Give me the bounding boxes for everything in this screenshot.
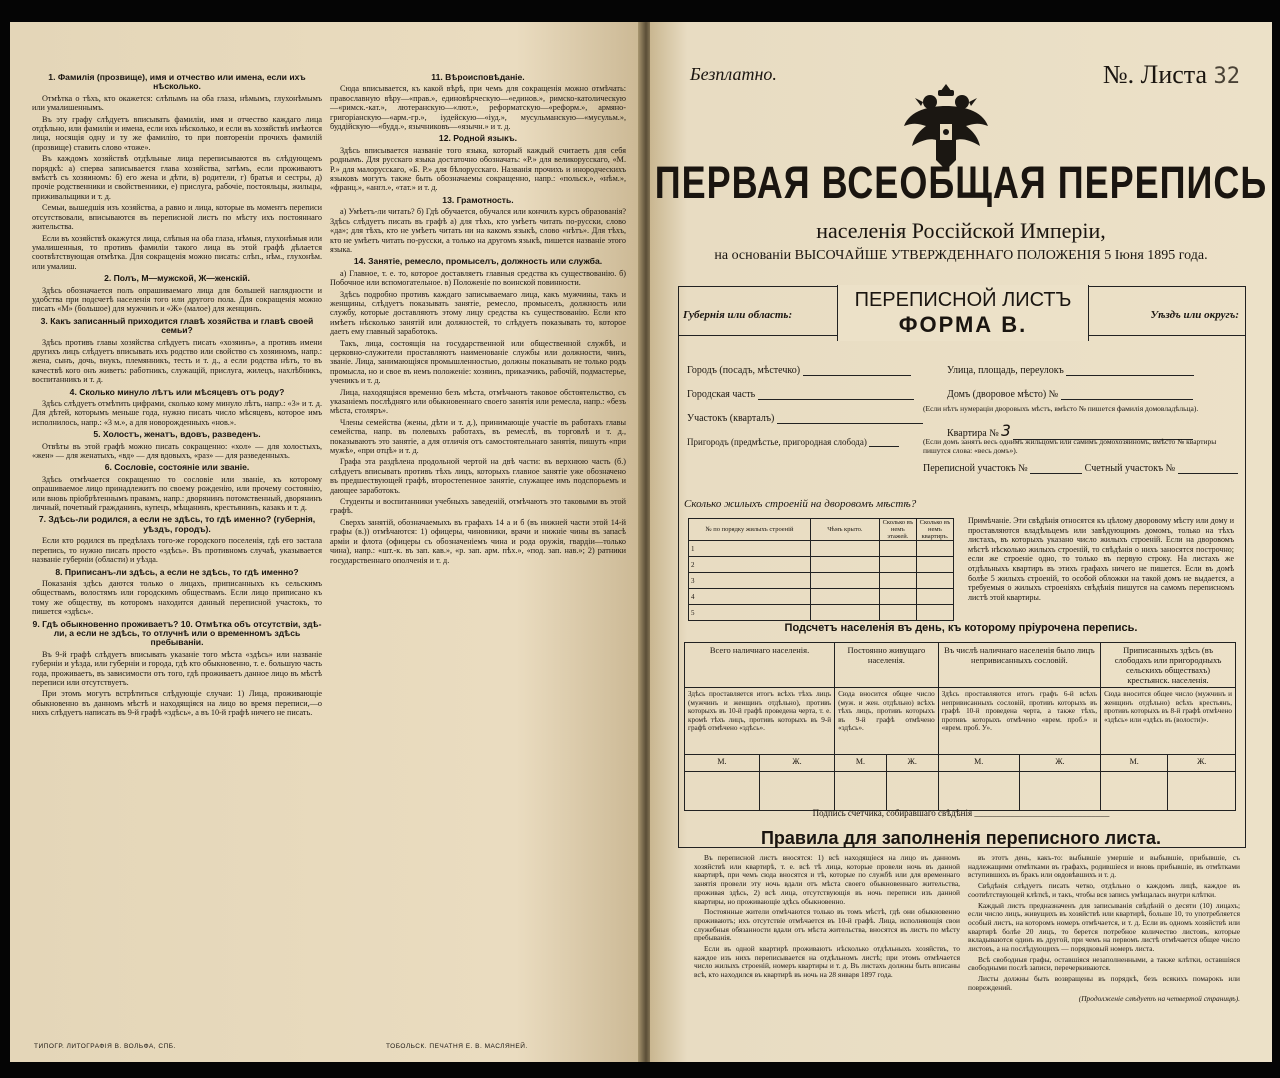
continued-note: (Продолженіе слѣдуетъ на четвертой страницѣ). xyxy=(1078,993,1240,1003)
paragraph: При этомъ могутъ встрѣтиться слѣдующіе случаи: 1) Лица, проживающіе обыкновенно въ данномъ мѣстѣ и находящіяся на лицо во время переписи,—о нихъ слѣдуетъ написать въ 9-й графѣ «здѣсь», а въ 10-й графѣ ничего не писать. xyxy=(32,689,322,718)
rule-paragraph: Постоянные жители отмѣчаются только въ томъ мѣстѣ, гдѣ они обыкновенно проживаютъ; ихъ отсутствіе отмѣчается въ 10-й графѣ. Лица, исполняющія свои служебныя обязанности вдали отъ мѣста жительства, вносятся въ листъ по мѣсту пребыванія. xyxy=(694,907,960,943)
population-header-cell: Приписанныхъ здѣсь (въ слободахъ или пригородныхъ сельскихъ обществахъ) крестьянск. населенія. xyxy=(1101,643,1236,688)
dwelling-header-cell: Сколько въ немъ этажей. xyxy=(879,519,916,541)
population-description-row xyxy=(685,688,1236,755)
dwelling-cell xyxy=(810,541,879,557)
dwelling-header-cell: № по порядку жилыхъ строеній xyxy=(689,519,811,541)
paragraph: Семьи, вышедшія изъ хозяйства, а равно и лица, которые въ моментъ переписи отсутствовали, вписываются въ переписной листъ по мѣсту ихъ постояннаго жительства. xyxy=(32,203,322,232)
section-heading: 1. Фамилія (прозвище), имя и отчество или имена, если ихъ нѣсколько. xyxy=(48,72,306,92)
paragraph: Сверхъ занятій, обозначаемыхъ въ графахъ 14 а и б (въ нижней части этой 14-й графы (в.)) отмѣчаются: 1) офицеры, чиновники, врачи и нижніе чины въ запасѣ арміи и флота (офицеры съ обозначеніемъ чина и рода оружія, гвардіи—только чина), напр.: «шт.-к. въ зап. кав.», «р. зап. арм. пѣх.», «под. зап. нав.»; 2) ратники государственнаго ополченія и т. д. xyxy=(330,517,626,565)
uchastok-label: Участокъ (кварталъ) xyxy=(687,413,775,424)
sex-label-cell: М. xyxy=(835,755,887,772)
dwelling-cell xyxy=(879,541,916,557)
dwelling-cell xyxy=(879,605,916,621)
population-value-cell xyxy=(938,772,1019,811)
section-heading: 2. Полъ, М—мужской, Ж—женскій. xyxy=(104,273,250,284)
ulitsa-label: Улица, площадь, переулокъ xyxy=(947,365,1064,376)
rule-paragraph: Всѣ свободныя графы, оставшіяся незаполненными, а также клѣтки, оставшіяся свободными послѣ записи, перечеркиваются. xyxy=(968,954,1240,973)
section-heading: 7. Здѣсь-ли родился, а если не здѣсь, то гдѣ именно? (губернія, уѣздъ, городъ). xyxy=(38,514,316,534)
instructions-column-1 xyxy=(32,70,322,720)
sex-label-cell: М. xyxy=(1101,755,1168,772)
dwelling-cell xyxy=(916,541,953,557)
section-heading: 13. Грамотность. xyxy=(442,194,514,205)
free-label: Безплатно. xyxy=(690,64,777,84)
dom-label: Домъ (дворовое мѣсто) № xyxy=(947,389,1059,400)
instructions-column-2 xyxy=(330,70,626,567)
enumerator-signature-line: Подпись счетчика, собиравшаго свѣдѣнія ______________________________ xyxy=(812,808,1110,818)
dwelling-row-number: 5 xyxy=(689,605,811,621)
sex-label-cell: Ж. xyxy=(1019,755,1100,772)
paragraph: Въ каждомъ хозяйствѣ отдѣльные лица переписываются въ слѣдующемъ порядкѣ: а) сперва записывается глава хозяйства, затѣмъ, если проживаютъ вмѣстѣ съ хозяиномъ: б) его жена и дѣти, в) родители, г) братья и сестры, д) прочіе родственники и свойственники, е) прислуга, рабочіе, постояльцы, жильцы, приживальщики и т. д. xyxy=(32,154,322,201)
paragraph: а) Главное, т. е. то, которое доставляетъ главныя средства къ существованію. б) Побочное или вспомогательное. в) Положеніе по воинской повинности. xyxy=(330,268,626,288)
sex-label-row xyxy=(685,755,1236,772)
dwelling-cell xyxy=(810,557,879,573)
schetny-label: Счетный участокъ № xyxy=(1084,463,1176,474)
remark-text: Примѣчаніе. Эти свѣдѣнія относятся къ цѣлому дворовому мѣсту или дому и проставляются владѣльцемъ или завѣдующимъ домомъ, только на тѣхъ листахъ, въ которыхъ указано число жилыхъ строеній. Если на дворовомъ мѣстѣ нѣсколько жилыхъ строеній, то свѣдѣнія о нихъ заносятся построчно; если же строеніе одно, то только въ первую строку. На листахъ же отдѣльныхъ квартиръ въ этихъ графахъ ничего не пишется. Если въ домѣ болѣе 5 жилыхъ строеній, то особой обложки на такой домъ не выдается, а требуемыя о жилыхъ строеніяхъ свѣдѣнія пишутся на самомъ переписномъ листѣ этой квартиры. xyxy=(968,516,1234,602)
dwelling-cell xyxy=(916,605,953,621)
sex-label-cell: Ж. xyxy=(886,755,938,772)
population-value-cell xyxy=(886,772,938,811)
kvartira-label: Квартира № xyxy=(947,428,999,439)
population-header-row xyxy=(685,643,1236,688)
printer-imprint-left: ТИПОГР. ЛИТОГРАФІЯ В. ВОЛЬФА, СПБ. xyxy=(34,1043,176,1050)
right-page xyxy=(650,22,1272,1062)
population-description-cell: Здѣсь проставляются итогъ графъ 6-й всѣхъ непривисанныхъ сословій, противъ которыхъ въ графѣ 10-й проведена черта, а также тѣхъ, противъ которыхъ отмѣчено «врем. проб.» и «врем. проб. У». xyxy=(938,688,1100,755)
dwelling-header-cell: Сколько въ немъ квартиръ. xyxy=(916,519,953,541)
dwelling-question: Сколько жилыхъ строеній на дворовомъ мѣстѣ? xyxy=(684,498,917,510)
paragraph: Здѣсь отмѣчается сокращенно то сословіе или званіе, къ которому опрашиваемое лицо принадлежитъ по своему рожденію, или прочему состоянію, или вновь пріобрѣтеннымъ правамъ, напр.: дворянинъ потомственный, дворянинъ личный, почетный гражданинъ, купецъ, мѣщанинъ, крестьянинъ, казакъ и т. д. xyxy=(32,474,322,513)
open-book xyxy=(10,22,1272,1062)
gorod-label: Городъ (посадъ, мѣстечко) xyxy=(687,365,801,376)
paragraph: Сюда вписывается, къ какой вѣрѣ, при чемъ для сокращенія можно отмѣчать: православную вѣру—«прав.», единовѣрческую—«единов.», римско-католическую—«римск.-кат.», лютеранскую—«лют.», реформатскую—«реформ.», армяно-григоріанскую—«арм.-гр.», іудейскую—«іуд.», мусульманскую—«мусульм.», буддійскую—«будд.», язычниковъ—«язычн.» и т. д. xyxy=(330,84,626,132)
kvartira-note: (Если домъ занятъ весь однимъ жильцомъ или самимъ домохозяиномъ, вмѣсто № квартиры пишутся слова: «весь домъ»). xyxy=(923,437,1217,455)
kvartira-value: 3 xyxy=(1001,421,1011,440)
sheet-number xyxy=(1103,60,1240,90)
section-heading: 3. Какъ записанный приходится главѣ хозяйства и главѣ своей семьи? xyxy=(40,315,314,336)
population-value-cell xyxy=(1019,772,1100,811)
section-heading: 12. Родной языкъ. xyxy=(438,133,518,144)
population-header-cell: Всего наличнаго населенія. xyxy=(685,643,835,688)
dwelling-row-number: 1 xyxy=(689,541,811,557)
population-description-cell: Сюда вносится общее число (мужчинъ и женщинъ отдѣльно) всѣхъ крестьянъ, противъ которыхъ въ 8-й графѣ отмѣчено «здѣсь» или «здѣсь въ (волости)». xyxy=(1101,688,1236,755)
dwelling-cell xyxy=(916,589,953,605)
population-value-cell xyxy=(1101,772,1168,811)
population-description-cell: Здѣсь проставляется итогъ всѣхъ тѣхъ лицъ (мужчинъ и женщинъ отдѣльно), противъ которыхъ въ 10-й графѣ проведена черта, т. е. кромѣ тѣхъ лицъ, противъ которыхъ въ 9-й графѣ отмѣчено «здѣсь». xyxy=(685,688,835,755)
rule-paragraph: Если въ одной квартирѣ проживаютъ нѣсколько отдѣльныхъ хозяйствъ, то каждое изъ нихъ переписывается на отдѣльномъ листѣ; при этомъ отмѣчается число жилыхъ строеній, номеръ квартиры и т. д. Въ листахъ должны быть вписаны всѣ, кто находился въ квартирѣ въ ночь на 28 января 1897 года. xyxy=(694,944,960,980)
paragraph: Студенты и воспитанники учебныхъ заведеній, отмѣчаютъ это таковыми въ этой графѣ. xyxy=(330,497,626,516)
uezd-label: Уѣздъ или округъ: xyxy=(1150,309,1239,321)
paragraph: Члены семейства (жены, дѣти и т. д.), принимающіе участіе въ работахъ главы семейства, напр. въ полевыхъ работахъ, въ ремеслѣ, въ торговлѣ и т. д., показываютъ это занятіе, а для отличія отъ самостоятельнаго занятія, пишутъ «при мужѣ», «при отцѣ» и т. д. xyxy=(330,417,626,456)
table-row xyxy=(689,541,954,557)
population-header-cell: Въ числѣ наличнаго населенія было лицъ непривисанныхъ сословій. xyxy=(938,643,1100,688)
form-header xyxy=(679,287,1245,336)
rule-paragraph: Листы должны быть возвращены въ порядкѣ, безъ всякихъ помарокъ или повреждений. xyxy=(968,974,1240,992)
left-page xyxy=(10,22,642,1062)
section-heading: 14. Занятіе, ремесло, промыселъ, должность или служба. xyxy=(353,256,603,267)
rule-paragraph: Свѣдѣнія слѣдуетъ писать четко, отдѣльно о каждомъ лицѣ, каждое въ соотвѣтствующей клѣткѣ, и такъ, чтобы вся запись умѣщалась внутри клѣтки. xyxy=(968,881,1240,899)
paragraph: Если въ хозяйствѣ окажутся лица, слѣпыя на оба глаза, нѣмыя, глухонѣмыя или умалишенныя, то противъ фамиліи такого лица въ этой графѣ дѣлается соотвѣтствующая отмѣтка. Для сокращенія можно писать: слѣп., нѣм., глухонѣм. или умалиш. xyxy=(32,233,322,271)
gorod-field xyxy=(687,365,911,376)
sheet-number-label: №. Листа xyxy=(1102,60,1207,89)
paragraph: Въ 9-й графѣ слѣдуетъ вписывать указаніе того мѣста «здѣсь» или названіе губерніи и уѣзда, или губерніи и города, гдѣ кто обыкновенно, т. е. большую часть года, проживаетъ, въ зависимости отъ того, гдѣ проживаетъ данное лицо въ мѣстѣ переписи или отсутствуетъ. xyxy=(32,649,322,687)
section-heading: 6. Сословіе, состояніе или званіе. xyxy=(104,462,250,473)
chast-label: Городская часть xyxy=(687,389,756,400)
paragraph: Здѣсь обозначается полъ опрашиваемаго лица для большей наглядности и удобства при подсчетѣ населенія того или другого пола. Для сокращенія можно писать «М» (большое) для мужчинъ и «Ж» (малое) для женщинъ. xyxy=(32,285,322,314)
population-count-table xyxy=(684,642,1236,811)
population-value-cell xyxy=(759,772,834,811)
rule-paragraph: Въ переписной листъ вносятся: 1) всѣ находящіеся на лицо въ данномъ хозяйствѣ или квартирѣ, т. е. всѣ тѣ лица, которые провели ночь въ данной квартирѣ, при чемъ сюда вносятся и тѣ, которые по службѣ или для временнаго занятія провели эту ночь вдали отъ мѣста своего обыкновеннаго жительства, проживая здѣсь, 2) всѣ лица, отсутствующія въ ночь переписи изъ данной квартиры, но проживающіе здѣсь обыкновенно. xyxy=(694,853,960,906)
table-row xyxy=(689,605,954,621)
rules-column-2 xyxy=(968,854,1240,1005)
dwelling-cell xyxy=(879,589,916,605)
form-type: ФОРМА В. xyxy=(898,312,1028,337)
population-description-cell: Сюда вносится общее число (муж. и жен. отдѣльно) всѣхъ тѣхъ лицъ, противъ которыхъ въ 9-й графѣ отмѣчено «здѣсь». xyxy=(835,688,939,755)
paragraph: Здѣсь вписывается названіе того языка, который каждый считаетъ для себя роднымъ. Для русскаго языка достаточно обозначать: «Р.» для великорусскаго, «М. Р.» для малорусскаго, «Б. Р.» для бѣлорусскаго. Названія прочихъ и инородческихъ языковъ могутъ также быть обозначаемы сокращенно, напр.: «польск.», «нѣм.», «франц.», «англ.», «тат.» и т. д. xyxy=(330,145,626,193)
table-row xyxy=(689,557,954,573)
dwelling-cell xyxy=(810,589,879,605)
section-heading: 4. Сколько минуло лѣтъ или мѣсяцевъ отъ роду? xyxy=(69,386,285,397)
chast-field xyxy=(687,389,914,400)
printer-imprint-right: ТОБОЛЬСК. ПЕЧАТНЯ Е. В. МАСЛЯНЕЙ. xyxy=(386,1043,528,1050)
perepisnoy-label: Переписной участокъ № xyxy=(923,463,1028,474)
dom-note: (Если нѣтъ нумераціи дворовыхъ мѣстъ, вмѣсто № пишется фамилія домовладѣльца). xyxy=(923,404,1199,413)
dwelling-cell xyxy=(810,605,879,621)
section-heading: 9. Гдѣ обыкновенно проживаетъ? 10. Отмѣтка объ отсутствіи, здѣ-ли, а если не здѣсь, то отлучнѣ или о временномъ здѣсь пребываніи. xyxy=(32,618,322,648)
rule-paragraph: Каждый листъ предназначенъ для записыванія свѣдѣній о десяти (10) лицахъ; если число лицъ, живущихъ въ хозяйствѣ или квартирѣ, больше 10, то употребляется особый листъ, на которомъ номеръ отмѣчается, и т. д. Если въ одномъ хозяйствѣ или квартирѣ болѣе 20 лицъ, то берется потребное количество листовъ, которые вкладываются одинъ въ другой, при чемъ на первомъ листѣ отмѣчается общее число листовъ, а на послѣдующихъ — порядковый номеръ листа. xyxy=(968,900,1240,954)
dwelling-table xyxy=(688,518,954,621)
population-value-cell xyxy=(835,772,887,811)
rules-title: Правила для заполненія переписного листа. xyxy=(760,828,1162,848)
sheet-number-value: 32 xyxy=(1213,64,1240,89)
census-basis: на основаніи ВЫСОЧАЙШЕ УТВЕРЖДЕННАГО ПОЛОЖЕНІЯ 5 Іюня 1895 года. xyxy=(714,248,1208,263)
dwelling-cell xyxy=(916,573,953,589)
dwelling-row-number: 3 xyxy=(689,573,811,589)
paragraph: Такъ, лица, состоящія на государственной или общественной службѣ, и церковно-служители проставляютъ наименованіе службы или должности, чинъ, званіе. Лица, занимающіяся промышленностью, должны показывать не только родъ промысла, но и свое въ немъ положеніе: хозяинъ, приказчикъ, рабочій, подмастерье, ученикъ и т. д. xyxy=(330,338,626,386)
rule-paragraph: въ этотъ день, какъ-то: выбывшіе умершіе и выбывшіе, прибывшіе, съ надлежащими отмѣтками въ графахъ, родившіеся и вновь прибывшіе, въ отмѣтками вступившихъ въ бракъ или овдовѣвшихъ и т. д. xyxy=(968,853,1240,880)
dwelling-header-cell: Чѣмъ крыто. xyxy=(810,519,879,541)
prigorod-label: Пригородъ (предмѣстье, пригородная слобода) xyxy=(687,437,867,447)
prigorod-field xyxy=(687,437,899,447)
population-header-cell: Постоянно живущаго населенія. xyxy=(835,643,939,688)
dwelling-row-number: 4 xyxy=(689,589,811,605)
perepisnoy-field xyxy=(923,463,1238,474)
paragraph: а) Умѣетъ-ли читать? б) Гдѣ обучается, обучался или кончилъ курсъ образованія? Здѣсь слѣдуетъ писать въ графѣ а) для тѣхъ, кто умѣетъ читать по-русски, слово «да»; для тѣхъ, кто не умѣетъ читать ни на какомъ языкѣ, слово «нѣтъ». Для тѣхъ, кто не умѣетъ читать по-русски, а только на другомъ языкѣ, пишется названіе этого языка. xyxy=(330,207,626,254)
section-heading: 11. Вѣроисповѣданіе. xyxy=(431,72,525,82)
paragraph: Если кто родился въ предѣлахъ того-же городского поселенія, гдѣ его застала перепись, то нужно писать просто «здѣсь». Въ противномъ случаѣ, указывается названіе губерніи (области) и уѣзда. xyxy=(32,536,322,565)
ulitsa-field xyxy=(947,365,1194,376)
paragraph: Здѣсь слѣдуетъ отмѣтить цифрами, сколько кому минуло лѣтъ, напр.: «3» и т. д. Для дѣтей, которымъ меньше года, нужно писать число мѣсяцевъ, которое имъ исполнилось, напр.: «3 м.», а для новорожденныхъ «нов.». xyxy=(32,399,322,427)
section-heading: 5. Холостъ, женатъ, вдовъ, разведенъ. xyxy=(93,429,261,440)
dwelling-cell xyxy=(879,557,916,573)
paragraph: Здѣсь подробно противъ каждаго записываемаго лица, какъ мужчины, такъ и женщины, слѣдуетъ показывать занятіе, ремесло, промыселъ, должность или службу, которые доставляютъ этому лицу средства къ существованію. Если кто имѣетъ нѣсколько занятій или должностей, то слѣдуетъ показывать то, которое даетъ ему главный заработокъ. xyxy=(330,289,626,337)
population-value-cell xyxy=(1168,772,1236,811)
table-row xyxy=(689,589,954,605)
population-value-cell xyxy=(685,772,760,811)
population-value-row xyxy=(685,772,1236,811)
section-heading: 8. Приписанъ-ли здѣсь, а если не здѣсь, то гдѣ именно? xyxy=(55,566,299,577)
uchastok-field xyxy=(687,413,923,424)
paragraph: Показанія здѣсь даются только о лицахъ, приписанныхъ къ сельскимъ обществамъ, волостямъ или городскимъ обществамъ. Если лицо приписано къ тому же обществу, въ которомъ находится данный переписной участокъ, то пишется «здѣсь». xyxy=(32,578,322,617)
paragraph: Отмѣтка о тѣхъ, кто окажется: слѣпымъ на оба глаза, нѣмымъ, глухонѣмымъ или умалишеннымъ. xyxy=(32,93,322,113)
population-count-title: Подсчетъ населенія въ день, къ которому пріурочена перепись. xyxy=(784,622,1138,634)
form-title-box xyxy=(837,285,1089,341)
paragraph: Здѣсь противъ главы хозяйства слѣдуетъ писать «хозяинъ», а противъ имени другихъ лицъ слѣдуетъ вписывать ихъ родство или свойство съ хозяиномъ, напр.: жена, сынъ, дочь, внукъ, племянникъ, тесть и т. д., а если родства нѣтъ, то въ качествѣ кого онъ живетъ: работникъ, служащій, прислуга, жилецъ, нахлѣбникъ, воспитанникъ и т. д. xyxy=(32,337,322,385)
paragraph: Лица, находящіяся временно безъ мѣста, отмѣчаютъ таковое обстоятельство, съ указаніемъ послѣдняго или обыкновеннаго своего занятія или ремесла, напр.: «безъ мѣста, столяръ». xyxy=(330,387,626,416)
paragraph: Отвѣты въ этой графѣ можно писать сокращенно: «хол» — для холостыхъ, «жен» — для женатыхъ, «вд» — для вдовыхъ, «раз» — для разведенныхъ. xyxy=(32,441,322,461)
rules-column-1 xyxy=(694,854,960,982)
form-list-title: ПЕРЕПИСНОЙ ЛИСТЪ xyxy=(854,289,1072,311)
paragraph: Графа эта раздѣлена продольной чертой на двѣ части: въ верхнюю часть (б.) слѣдуетъ вписывать противъ тѣхъ лицъ, которыхъ главное занятіе уже обозначено въ предшествующей графѣ, второстепенное занятіе, служащее имъ подспорьемъ и дающее заработокъ. xyxy=(330,457,626,495)
gubernia-label: Губернія или область: xyxy=(683,309,793,321)
dwelling-cell xyxy=(879,573,916,589)
paragraph: Въ эту графу слѣдуетъ вписывать фамиліи, имя и отчество каждаго лица отдѣльно, или фамиліи и имена, если ихъ нѣсколько, и если въ хозяйствѣ имѣются лица, носящія одну и ту же фамилію, то при повтореніи прочихъ фамилій (прозвище) ставить слово «тоже». xyxy=(32,114,322,152)
sex-label-cell: М. xyxy=(938,755,1019,772)
dwelling-cell xyxy=(810,573,879,589)
census-subtitle: населенія Россійской Имперіи, xyxy=(816,218,1106,243)
table-row xyxy=(689,573,954,589)
sex-label-cell: М. xyxy=(685,755,760,772)
sex-label-cell: Ж. xyxy=(759,755,834,772)
census-title: ПЕРВАЯ ВСЕОБЩАЯ ПЕРЕПИСЬ xyxy=(654,156,1268,208)
sex-label-cell: Ж. xyxy=(1168,755,1236,772)
dwelling-cell xyxy=(916,557,953,573)
dwelling-row-number: 2 xyxy=(689,557,811,573)
dom-field xyxy=(947,389,1193,400)
